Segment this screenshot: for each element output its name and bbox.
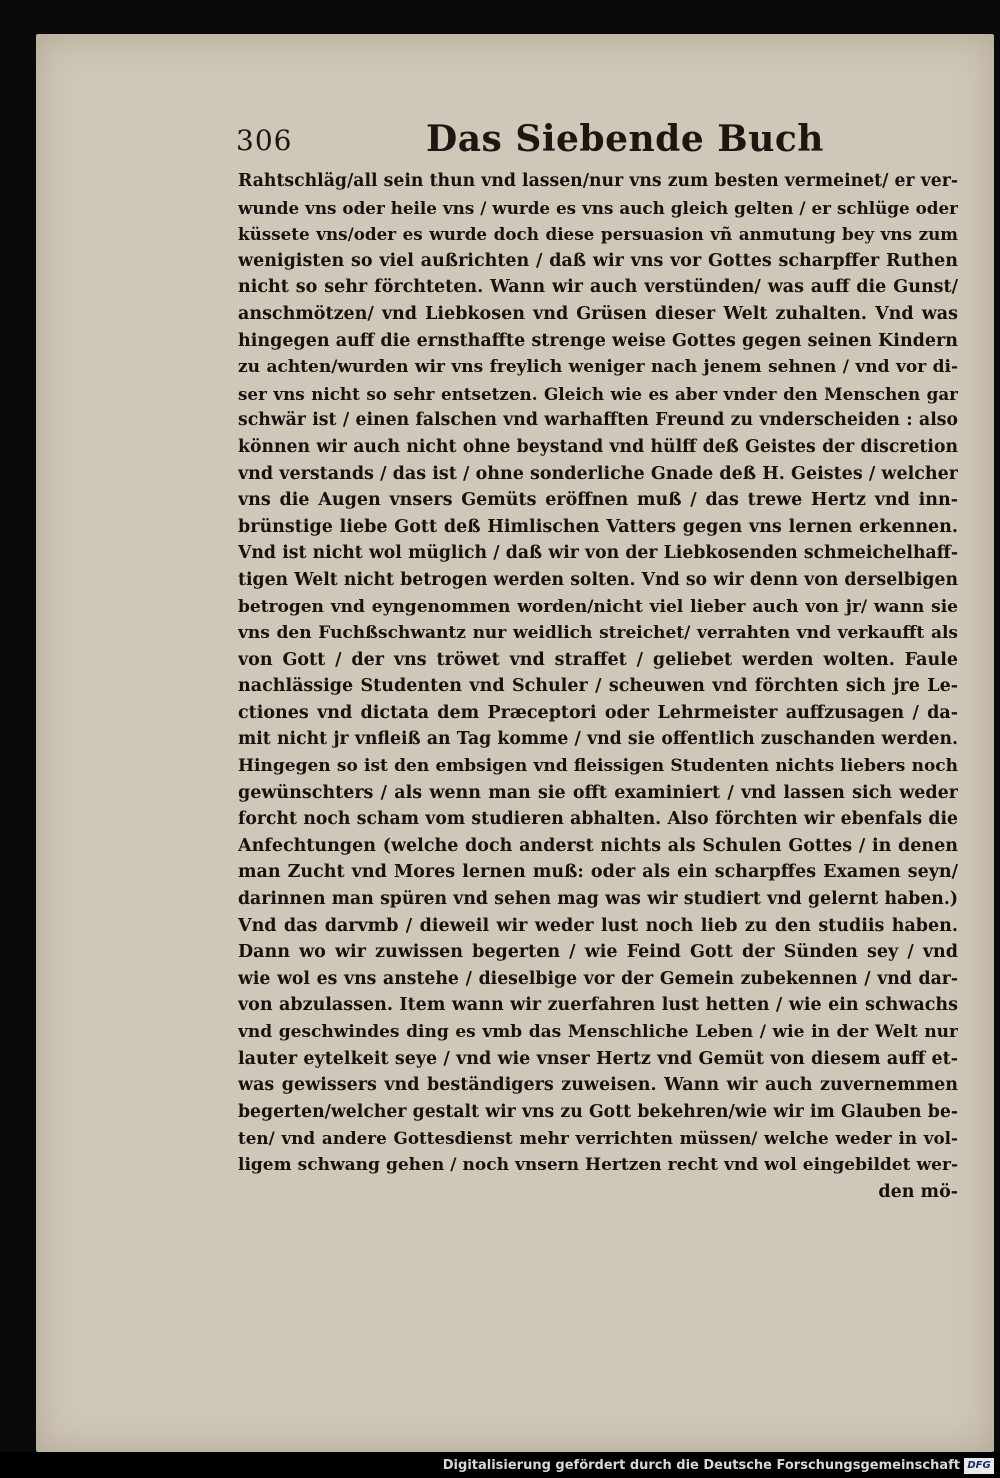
page-number: 306 (236, 124, 293, 157)
text-line: von abzulassen. Item wann wir zuerfahren lust hetten / wie ein schwachs (238, 995, 958, 1016)
text-line: betrogen vnd eyngenommen worden/nicht viel lieber auch von jr/ wann sie (238, 596, 958, 617)
text-line: zu achten/wurden wir vns freylich weniger nach jenem sehnen / vnd vor di- (238, 357, 958, 378)
text-line: vnd geschwindes ding es vmb das Menschliche Leben / wie in der Welt nur (238, 1022, 958, 1042)
text-line: wunde vns oder heile vns / wurde es vns auch gleich gelten / er schlüge oder (238, 197, 958, 218)
text-line: gewünschters / als wenn man sie offt examiniert / vnd lassen sich weder (238, 782, 958, 803)
text-line: Dann wo wir zuwissen begerten / wie Feind Gott der Sünden sey / vnd (238, 942, 958, 963)
text-line: nachlässige Studenten vnd Schuler / scheuwen vnd förchten sich jre Le- (238, 676, 958, 697)
text-line: küssete vns/oder es wurde doch diese persuasion vñ anmutung bey vns zum (238, 224, 958, 245)
text-line: wie wol es vns anstehe / dieselbige vor der Gemein zubekennen / vnd dar- (238, 968, 958, 989)
text-line: hingegen auff die ernsthaffte strenge weise Gottes gegen seinen Kindern (238, 330, 958, 351)
text-line: vns den Fuchßschwantz nur weidlich streichet/ verrahten vnd verkaufft als (238, 623, 958, 644)
text-line: ten/ vnd andere Gottesdienst mehr verrichten müssen/ welche weder in vol- (238, 1128, 958, 1149)
running-title: Das Siebende Buch (426, 118, 824, 160)
text-line: was gewissers vnd beständigers zuweisen. Wann wir auch zuvernemmen (238, 1075, 958, 1096)
text-line: Anfechtungen (welche doch anderst nichts als Schulen Gottes / in denen (238, 835, 958, 856)
text-line: können wir auch nicht ohne beystand vnd hülff deß Geistes der discretion (238, 436, 958, 457)
body-text (238, 168, 958, 1205)
text-line: vnd verstands / das ist / ohne sonderliche Gnade deß H. Geistes / welcher (238, 463, 958, 484)
text-line: Vnd das darvmb / dieweil wir weder lust noch lieb zu den studiis haben. (238, 915, 958, 936)
text-line: brünstige liebe Gott deß Himlischen Vatters gegen vns lernen erkennen. (238, 516, 958, 537)
text-line: ligem schwang gehen / noch vnsern Hertzen recht vnd wol eingebildet wer- (238, 1154, 958, 1175)
text-line: tigen Welt nicht betrogen werden solten. Vnd so wir denn von derselbigen (238, 569, 958, 590)
text-line: vns die Augen vnsers Gemüts eröffnen muß / das trewe Hertz vnd inn- (238, 490, 958, 511)
text-line: begerten/welcher gestalt wir vns zu Gott bekehren/wie wir im Glauben be- (238, 1101, 958, 1122)
text-line: lauter eytelkeit seye / vnd wie vnser Hertz vnd Gemüt von diesem auff et- (238, 1048, 958, 1069)
text-line: Hingegen so ist den embsigen vnd fleissigen Studenten nichts liebers noch (238, 756, 958, 777)
text-line: von Gott / der vns tröwet vnd straffet / geliebet werden wolten. Faule (238, 649, 958, 670)
text-line: schwär ist / einen falschen vnd warhafften Freund zu vnderscheiden : also (238, 410, 958, 431)
text-line: nicht so sehr förchteten. Wann wir auch verstünden/ was auff die Gunst/ (238, 277, 958, 298)
text-line: wenigisten so viel außrichten / daß wir vns vor Gottes scharpffer Ruthen (238, 250, 958, 271)
text-line: ser vns nicht so sehr entsetzen. Gleich wie es aber vnder den Menschen gar (238, 383, 958, 404)
page-header (236, 118, 956, 170)
funding-notice: Digitalisierung gefördert durch die Deutsche Forschungsgemeinschaft (442, 1458, 960, 1473)
text-line: forcht noch scham vom studieren abhalten. Also förchten wir ebenfals die (238, 809, 958, 830)
dfg-logo-icon: DFG (964, 1458, 994, 1474)
text-line: Rahtschläg/all sein thun vnd lassen/nur vns zum besten vermeinet/ er ver- (238, 171, 958, 191)
text-line: anschmötzen/ vnd Liebkosen vnd Grüsen dieser Welt zuhalten. Vnd was (238, 303, 958, 324)
footer-bar (0, 1452, 1000, 1478)
text-line: mit nicht jr vnfleiß an Tag komme / vnd sie offentlich zuschanden werden. (238, 729, 958, 750)
text-line: darinnen man spüren vnd sehen mag was wir studiert vnd gelernt haben.) (238, 889, 958, 910)
text-line: man Zucht vnd Mores lernen muß: oder als ein scharpffes Examen seyn/ (238, 862, 958, 883)
text-line: ctiones vnd dictata dem Præceptori oder Lehrmeister auffzusagen / da- (238, 702, 958, 723)
text-line: Vnd ist nicht wol müglich / daß wir von der Liebkosenden schmeichelhaff- (238, 543, 958, 564)
catchword: den mö- (878, 1181, 958, 1202)
